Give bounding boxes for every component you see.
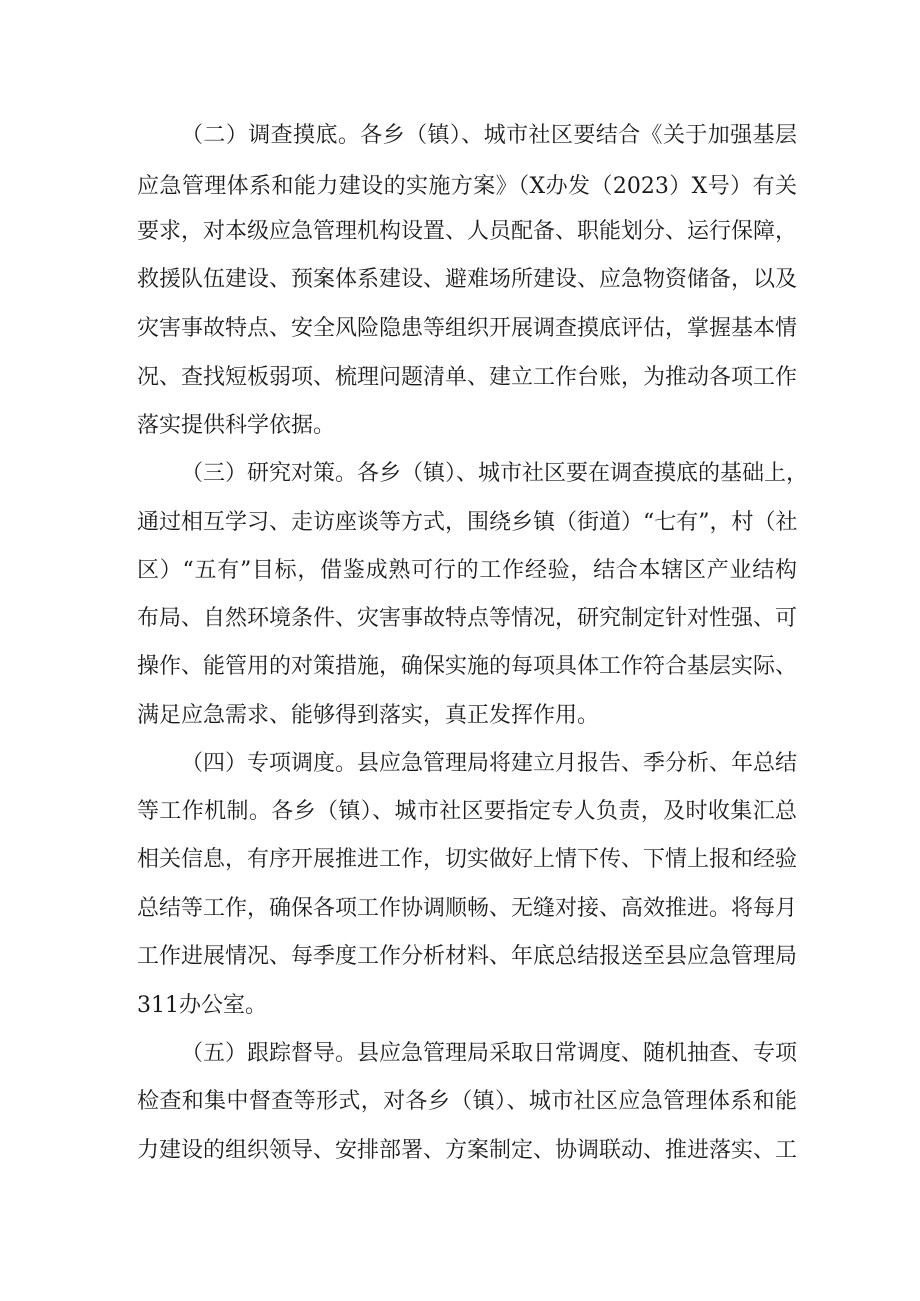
paragraph-3-line-5: 操作、能管用的对策措施，确保实施的每项具体工作符合基层实际、 [137, 654, 798, 679]
paragraph-4-line-6: 311办公室。 [137, 993, 267, 1018]
paragraph-4-line-3: 相关信息，有序开展推进工作，切实做好上情下传、下情上报和经验 [137, 847, 798, 872]
paragraph-5-line-1: （五）跟踪督导。县应急管理局采取日常调度、随机抽查、专项 [181, 1041, 798, 1066]
paragraph-3-line-3: 区）“五有”目标，借鉴成熟可行的工作经验，结合本辖区产业结构 [137, 558, 797, 583]
paragraph-2-line-7: 落实提供科学依据。 [137, 413, 336, 438]
paragraph-2-line-1: （二）调查摸底。各乡（镇）、城市社区要结合《关于加强基层 [181, 123, 797, 148]
paragraph-2-line-2: 应急管理体系和能力建设的实施方案》（X办发（2023）X号）有关 [137, 174, 797, 199]
paragraph-2-line-6: 况、查找短板弱项、梳理问题清单、建立工作台账，为推动各项工作 [137, 365, 798, 390]
paragraph-4-line-4: 总结等工作，确保各项工作协调顺畅、无缝对接、高效推进。将每月 [137, 896, 798, 921]
paragraph-2-line-3: 要求，对本级应急管理机构设置、人员配备、职能划分、运行保障， [137, 219, 798, 244]
paragraph-2-line-4: 救援队伍建设、预案体系建设、避难场所建设、应急物资储备，以及 [137, 267, 798, 292]
paragraph-3-line-6: 满足应急需求、能够得到落实，真正发挥作用。 [137, 703, 600, 728]
paragraph-3-line-4: 布局、自然环境条件、灾害事故特点等情况，研究制定针对性强、可 [137, 606, 798, 631]
paragraph-5-line-2: 检查和集中督查等形式，对各乡（镇）、城市社区应急管理体系和能 [137, 1089, 797, 1114]
paragraph-4-line-1: （四）专项调度。县应急管理局将建立月报告、季分析、年总结 [181, 751, 798, 776]
paragraph-4-line-5: 工作进展情况、每季度工作分析材料、年底总结报送至县应急管理局 [137, 944, 798, 969]
paragraph-4-line-2: 等工作机制。各乡（镇）、城市社区要指定专人负责，及时收集汇总 [137, 799, 797, 824]
paragraph-2-line-5: 灾害事故特点、安全风险隐患等组织开展调查摸底评估，掌握基本情 [137, 316, 798, 341]
paragraph-3-line-1: （三）研究对策。各乡（镇）、城市社区要在调查摸底的基础上， [181, 461, 809, 486]
paragraph-5-line-3: 力建设的组织领导、安排部署、方案制定、协调联动、推进落实、工 [137, 1138, 798, 1163]
paragraph-3-line-2: 通过相互学习、走访座谈等方式，围绕乡镇（街道）“七有”，村（社 [137, 510, 798, 535]
